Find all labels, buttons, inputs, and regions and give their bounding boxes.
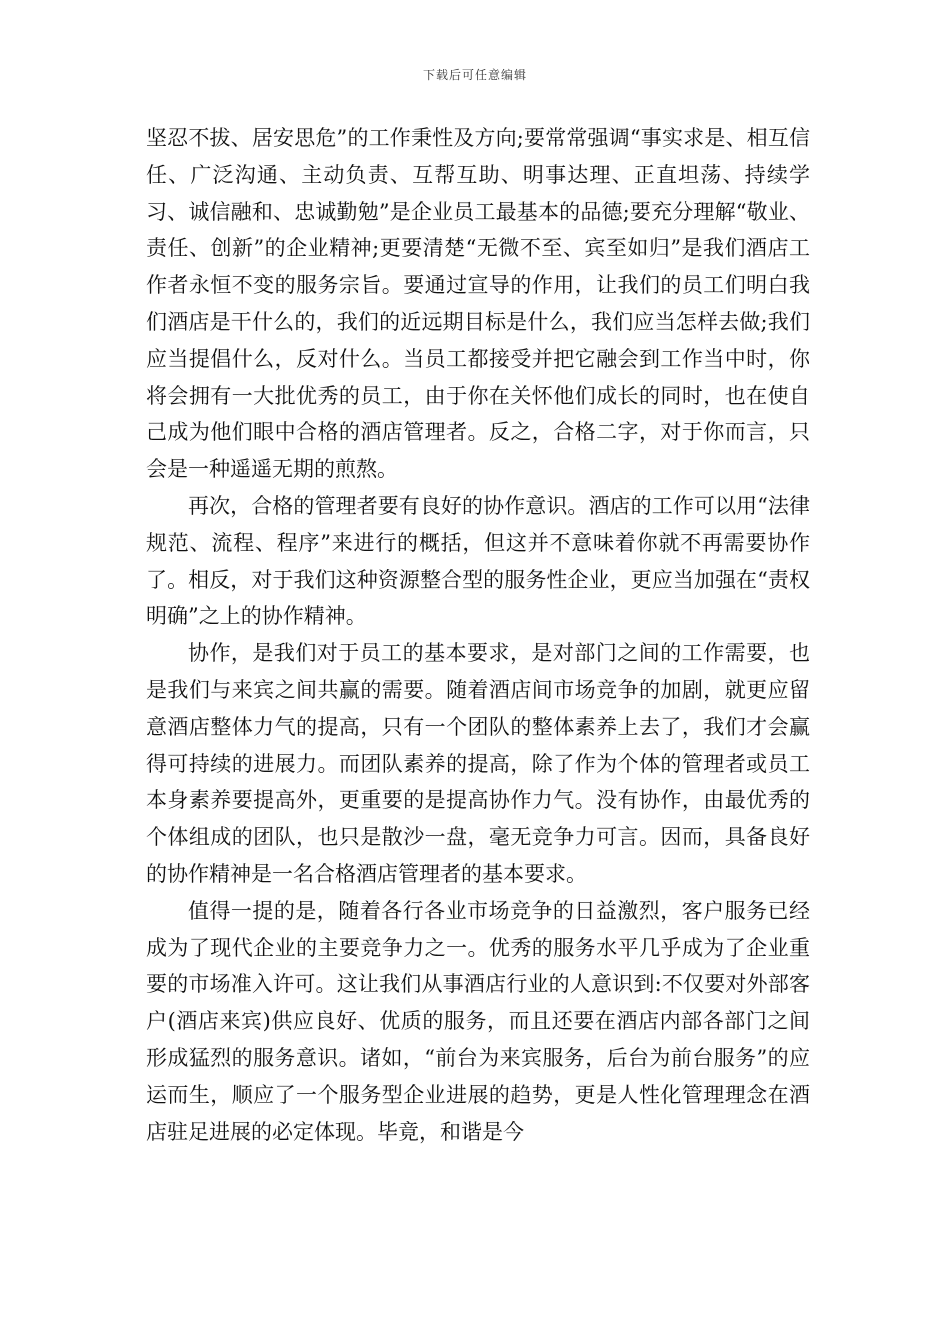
document-body <box>146 120 810 1150</box>
page-header-note: 下载后可任意编辑 <box>422 68 527 82</box>
paragraph-3: 协作，是我们对于员工的基本要求，是对部门之间的工作需要，也是我们与来宾之间共赢的需要。随着酒店间市场竞争的加剧，就更应留意酒店整体力气的提高，只有一个团队的整体素养上去了，我们才会赢得可持续的进展力。而团队素养的提高，除了作为个体的管理者或员工本身素养要提高外，更重要的是提高协作力气。没有协作，由最优秀的个体组成的团队，也只是散沙一盘，毫无竞争力可言。因而，具备良好的协作精神是一名合格酒店管理者的基本要求。 <box>146 641 810 886</box>
paragraph-1: 坚忍不拔、居安思危”的工作秉性及方向;要常常强调“事实求是、相互信任、广泛沟通、主动负责、互帮互助、明事达理、正直坦荡、持续学习、诚信融和、忠诚勤勉”是企业员工最基本的品德;要充分理解“敬业、责任、创新”的企业精神;更要清楚“无微不至、宾至如归”是我们酒店工作者永恒不变的服务宗旨。要通过宣导的作用，让我们的员工们明白我们酒店是干什么的，我们的近远期目标是什么，我们应当怎样去做;我们应当提倡什么，反对什么。当员工都接受并把它融会到工作当中时，你将会拥有一大批优秀的员工，由于你在关怀他们成长的同时，也在使自己成为他们眼中合格的酒店管理者。反之，合格二字，对于你而言，只会是一种遥遥无期的煎熬。 <box>146 126 810 482</box>
paragraph-2: 再次，合格的管理者要有良好的协作意识。酒店的工作可以用“法律规范、流程、程序”来进行的概括，但这并不意味着你就不再需要协作了。相反，对于我们这种资源整合型的服务性企业，更应当加强在“责权明确”之上的协作精神。 <box>146 493 810 629</box>
paragraph-4: 值得一提的是，随着各行各业市场竞争的日益激烈，客户服务已经成为了现代企业的主要竞争力之一。优秀的服务水平几乎成为了企业重要的市场准入许可。这让我们从事酒店行业的人意识到:不仅要对外部客户(酒店来宾)供应良好、优质的服务，而且还要在酒店内部各部门之间形成猛烈的服务意识。诸如，“前台为来宾服务，后台为前台服务”的应运而生，顺应了一个服务型企业进展的趋势，更是人性化管理理念在酒店驻足进展的必定体现。毕竟，和谐是今 <box>146 898 810 1144</box>
